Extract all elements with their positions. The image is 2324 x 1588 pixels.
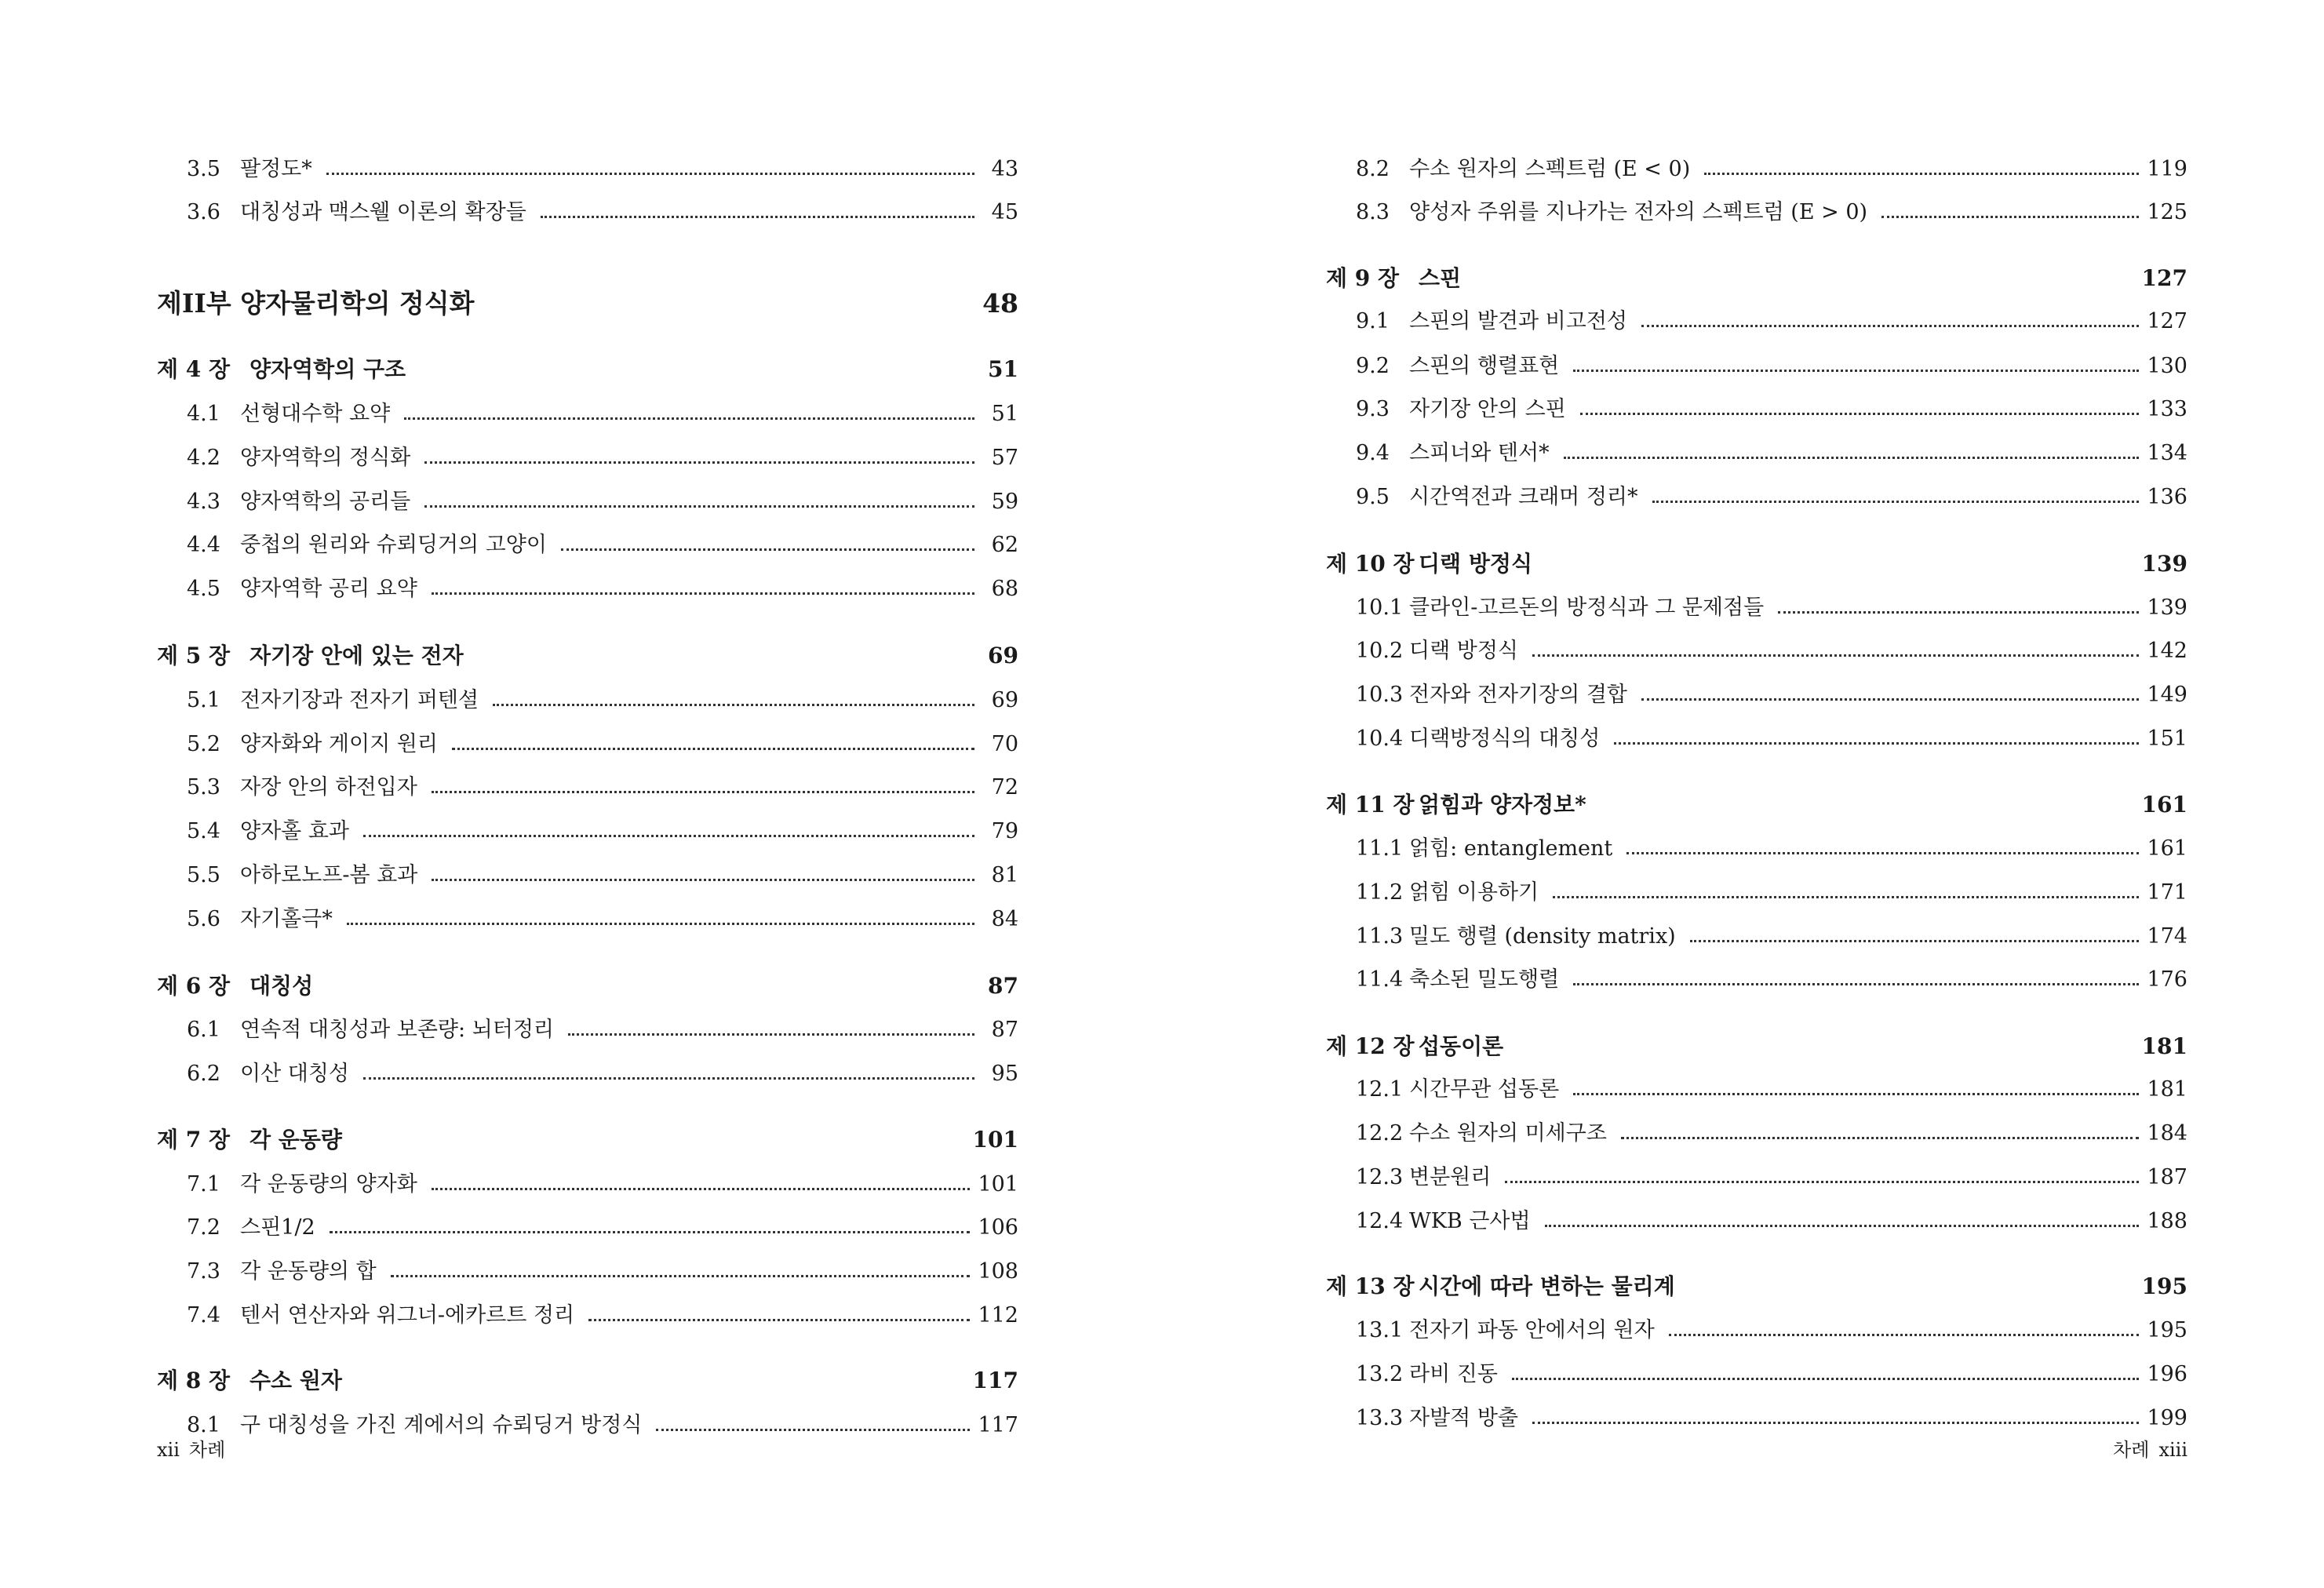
chapter-title: 수소 원자 bbox=[250, 1368, 342, 1393]
dot-leader bbox=[493, 704, 974, 706]
running-header-label: 차례 bbox=[188, 1439, 226, 1461]
dot-leader bbox=[561, 548, 974, 551]
dot-leader bbox=[404, 417, 974, 420]
section-number: 8.1 bbox=[187, 1413, 220, 1437]
dot-leader bbox=[656, 1429, 970, 1431]
section-number: 7.2 bbox=[187, 1215, 220, 1240]
chapter-title: 각 운동량 bbox=[250, 1127, 342, 1153]
right-page bbox=[1326, 0, 2187, 1588]
section-number: 5.6 bbox=[187, 907, 220, 931]
section-title: 양자홀 효과 bbox=[240, 819, 349, 843]
chapter-label: 제 4 장 bbox=[157, 356, 231, 382]
toc-section-entry[interactable] bbox=[1326, 1315, 2187, 1346]
page-number: 187 bbox=[2147, 1165, 2187, 1189]
dot-leader bbox=[1690, 940, 2140, 942]
page-number: 101 bbox=[978, 1172, 1018, 1196]
page-number: 62 bbox=[991, 533, 1018, 557]
toc-chapter-entry[interactable] bbox=[1326, 263, 2187, 294]
page-number: 72 bbox=[991, 775, 1018, 799]
section-title: 디랙 방정식 bbox=[1409, 639, 1518, 663]
toc-section-entry[interactable] bbox=[157, 816, 1018, 847]
section-title: 시간역전과 크래머 정리* bbox=[1409, 485, 1638, 509]
toc-section-entry[interactable] bbox=[1326, 592, 2187, 624]
section-number: 13.1 bbox=[1356, 1318, 1404, 1342]
dot-leader bbox=[1641, 325, 2139, 327]
dot-leader bbox=[432, 1188, 971, 1190]
chapter-label: 제 7 장 bbox=[157, 1127, 231, 1153]
section-number: 9.3 bbox=[1356, 397, 1390, 421]
section-number: 11.4 bbox=[1356, 967, 1404, 992]
dot-leader bbox=[1505, 1181, 2139, 1183]
page-number: 181 bbox=[2147, 1077, 2187, 1102]
chapter-title: 섭동이론 bbox=[1419, 1033, 1504, 1059]
page-number: 127 bbox=[2147, 309, 2187, 333]
chapter-title: 자기장 안에 있는 전자 bbox=[250, 643, 464, 668]
toc-chapter-entry[interactable] bbox=[1326, 1271, 2187, 1302]
page-number: 134 bbox=[2147, 441, 2187, 465]
section-title: 전자와 전자기장의 결합 bbox=[1409, 683, 1627, 707]
section-title: 변분원리 bbox=[1409, 1165, 1492, 1189]
section-number: 11.3 bbox=[1356, 924, 1404, 949]
page-number: 119 bbox=[2147, 157, 2187, 181]
chapter-label: 제 13 장 bbox=[1326, 1273, 1415, 1299]
dot-leader bbox=[1512, 1378, 2140, 1380]
dot-leader bbox=[363, 835, 974, 837]
dot-leader bbox=[432, 592, 974, 595]
toc-section-entry[interactable] bbox=[1326, 877, 2187, 909]
page-number: 68 bbox=[991, 577, 1018, 601]
section-number: 11.1 bbox=[1356, 836, 1404, 861]
dot-leader bbox=[391, 1275, 971, 1277]
page-number: 199 bbox=[2147, 1406, 2187, 1430]
section-number: 3.5 bbox=[187, 157, 220, 181]
toc-chapter-entry[interactable] bbox=[1326, 548, 2187, 580]
page-number: 108 bbox=[978, 1259, 1018, 1284]
chapter-title: 디랙 방정식 bbox=[1419, 551, 1532, 577]
toc-section-entry[interactable] bbox=[157, 486, 1018, 518]
section-number: 10.4 bbox=[1356, 727, 1404, 751]
section-title: 수소 원자의 스펙트럼 (E < 0) bbox=[1409, 157, 1691, 181]
toc-section-entry[interactable] bbox=[157, 443, 1018, 474]
section-title: 선형대수학 요약 bbox=[240, 402, 391, 426]
page-number: 57 bbox=[991, 446, 1018, 470]
chapter-label: 제 8 장 bbox=[157, 1368, 231, 1393]
section-title: WKB 근사법 bbox=[1409, 1209, 1531, 1233]
page-number: 79 bbox=[991, 819, 1018, 843]
section-title: 밀도 행렬 (density matrix) bbox=[1409, 924, 1676, 949]
page-number: 133 bbox=[2147, 397, 2187, 421]
dot-leader bbox=[1573, 370, 2139, 372]
section-number: 12.2 bbox=[1356, 1121, 1404, 1145]
section-number: 4.1 bbox=[187, 402, 220, 426]
toc-section-entry[interactable] bbox=[1326, 679, 2187, 711]
section-number: 5.3 bbox=[187, 775, 220, 799]
section-title: 전자기장과 전자기 퍼텐셜 bbox=[240, 688, 479, 712]
page-number: 149 bbox=[2147, 683, 2187, 707]
toc-section-entry[interactable] bbox=[157, 1058, 1018, 1090]
page-number: 117 bbox=[978, 1413, 1018, 1437]
section-title: 팔정도* bbox=[240, 157, 312, 181]
dot-leader bbox=[568, 1033, 974, 1036]
section-title: 스피너와 텐서* bbox=[1409, 441, 1550, 465]
page-number: 112 bbox=[978, 1303, 1018, 1328]
page-number: 181 bbox=[2141, 1033, 2187, 1059]
section-number: 4.4 bbox=[187, 533, 220, 557]
section-number: 7.3 bbox=[187, 1259, 220, 1284]
page-number: 195 bbox=[2141, 1273, 2187, 1299]
section-title: 양자화와 게이지 원리 bbox=[240, 732, 438, 756]
section-number: 4.5 bbox=[187, 577, 220, 601]
toc-section-entry[interactable] bbox=[1326, 306, 2187, 337]
toc-chapter-entry[interactable] bbox=[157, 1124, 1018, 1156]
page-footer bbox=[2104, 1436, 2187, 1464]
section-title: 대칭성과 맥스웰 이론의 확장들 bbox=[240, 200, 526, 224]
page-number: 59 bbox=[991, 490, 1018, 514]
section-number: 12.3 bbox=[1356, 1165, 1404, 1189]
chapter-title: 얽힘과 양자정보* bbox=[1419, 792, 1586, 818]
toc-section-entry[interactable] bbox=[157, 1169, 1018, 1200]
chapter-label: 제 6 장 bbox=[157, 973, 231, 999]
section-number: 9.2 bbox=[1356, 354, 1390, 378]
section-number: 8.3 bbox=[1356, 200, 1390, 224]
dot-leader bbox=[1621, 1137, 2140, 1139]
toc-section-entry[interactable] bbox=[157, 1300, 1018, 1331]
toc-section-entry[interactable] bbox=[157, 154, 1018, 185]
toc-section-entry[interactable] bbox=[157, 1212, 1018, 1244]
toc-section-entry[interactable] bbox=[1326, 482, 2187, 513]
section-number: 5.1 bbox=[187, 688, 220, 712]
dot-leader bbox=[424, 505, 974, 508]
toc-section-entry[interactable] bbox=[157, 772, 1018, 803]
running-header-label: 차례 bbox=[2113, 1439, 2150, 1461]
section-title: 각 운동량의 양자화 bbox=[240, 1172, 417, 1196]
page-number: 188 bbox=[2147, 1209, 2187, 1233]
dot-leader bbox=[347, 923, 974, 925]
section-title: 자장 안의 하전입자 bbox=[240, 775, 417, 799]
dot-leader bbox=[1532, 1422, 2139, 1424]
part-title: 제II부 양자물리학의 정식화 bbox=[157, 288, 475, 319]
dot-leader bbox=[424, 461, 974, 464]
page-number: 176 bbox=[2147, 967, 2187, 992]
section-title: 텐서 연산자와 위그너-에카르트 정리 bbox=[240, 1303, 575, 1328]
section-number: 6.2 bbox=[187, 1062, 220, 1086]
page-number: 196 bbox=[2147, 1362, 2187, 1386]
toc-section-entry[interactable] bbox=[1326, 154, 2187, 185]
chapter-label: 제 10 장 bbox=[1326, 551, 1415, 577]
section-title: 디랙방정식의 대칭성 bbox=[1409, 727, 1601, 751]
section-title: 스핀의 행렬표현 bbox=[1409, 354, 1560, 378]
chapter-label: 제 12 장 bbox=[1326, 1033, 1415, 1059]
section-title: 얽힘: entanglement bbox=[1409, 836, 1613, 861]
toc-chapter-entry[interactable] bbox=[157, 971, 1018, 1002]
page-number: 174 bbox=[2147, 924, 2187, 949]
toc-section-entry[interactable] bbox=[1326, 1206, 2187, 1237]
page-number: 95 bbox=[991, 1062, 1018, 1086]
page-number: 151 bbox=[2147, 727, 2187, 751]
toc-section-entry[interactable] bbox=[1326, 1359, 2187, 1390]
section-number: 10.2 bbox=[1356, 639, 1404, 663]
page-number: 139 bbox=[2141, 551, 2187, 577]
dot-leader bbox=[452, 748, 974, 750]
section-number: 12.1 bbox=[1356, 1077, 1404, 1102]
toc-section-entry[interactable] bbox=[1326, 964, 2187, 996]
dot-leader bbox=[326, 173, 974, 175]
section-title: 자발적 방출 bbox=[1409, 1406, 1518, 1430]
page-number: 43 bbox=[991, 157, 1018, 181]
toc-section-entry[interactable] bbox=[157, 860, 1018, 891]
page-number: 51 bbox=[991, 402, 1018, 426]
toc-section-entry[interactable] bbox=[1326, 921, 2187, 952]
toc-section-entry[interactable] bbox=[157, 530, 1018, 561]
section-number: 13.2 bbox=[1356, 1362, 1404, 1386]
dot-leader bbox=[588, 1319, 970, 1321]
section-number: 12.4 bbox=[1356, 1209, 1404, 1233]
section-number: 5.4 bbox=[187, 819, 220, 843]
section-title: 축소된 밀도행렬 bbox=[1409, 967, 1560, 992]
toc-section-entry[interactable] bbox=[157, 729, 1018, 760]
left-page bbox=[157, 0, 1018, 1588]
folio-number: xiii bbox=[2158, 1439, 2187, 1461]
folio-number: xii bbox=[157, 1439, 180, 1461]
section-title: 양성자 주위를 지나가는 전자의 스펙트럼 (E > 0) bbox=[1409, 200, 1868, 224]
section-title: 양자역학 공리 요약 bbox=[240, 577, 417, 601]
toc-section-entry[interactable] bbox=[1326, 438, 2187, 469]
section-title: 양자역학의 정식화 bbox=[240, 446, 411, 470]
section-title: 각 운동량의 합 bbox=[240, 1259, 377, 1284]
dot-leader bbox=[432, 791, 974, 793]
dot-leader bbox=[1573, 1093, 2139, 1095]
dot-leader bbox=[1580, 413, 2140, 415]
section-number: 4.3 bbox=[187, 490, 220, 514]
chapter-title: 양자역학의 구조 bbox=[250, 356, 406, 382]
page-number: 142 bbox=[2147, 639, 2187, 663]
toc-section-entry[interactable] bbox=[1326, 723, 2187, 755]
toc-section-entry[interactable] bbox=[1326, 636, 2187, 667]
toc-section-entry[interactable] bbox=[157, 574, 1018, 605]
toc-section-entry[interactable] bbox=[1326, 394, 2187, 425]
section-title: 중첩의 원리와 슈뢰딩거의 고양이 bbox=[240, 533, 547, 557]
section-title: 시간무관 섭동론 bbox=[1409, 1077, 1560, 1102]
page-number: 70 bbox=[991, 732, 1018, 756]
page-number: 84 bbox=[991, 907, 1018, 931]
dot-leader bbox=[1641, 698, 2139, 701]
section-title: 얽힘 이용하기 bbox=[1409, 880, 1539, 905]
dot-leader bbox=[1545, 1225, 2140, 1227]
dot-leader bbox=[1881, 216, 2139, 218]
dot-leader bbox=[330, 1231, 971, 1233]
page-number: 51 bbox=[988, 356, 1018, 382]
page-number: 139 bbox=[2147, 596, 2187, 620]
chapter-label: 제 9 장 bbox=[1326, 265, 1400, 291]
toc-section-entry[interactable] bbox=[157, 1256, 1018, 1288]
page-number: 171 bbox=[2147, 880, 2187, 905]
section-title: 전자기 파동 안에서의 원자 bbox=[1409, 1318, 1655, 1342]
dot-leader bbox=[1669, 1334, 2140, 1336]
toc-chapter-entry[interactable] bbox=[1326, 789, 2187, 821]
dot-leader bbox=[1778, 611, 2139, 614]
toc-section-entry[interactable] bbox=[1326, 833, 2187, 865]
toc-section-entry[interactable] bbox=[1326, 197, 2187, 228]
toc-section-entry[interactable] bbox=[1326, 1162, 2187, 1193]
dot-leader bbox=[1564, 457, 2140, 459]
section-title: 클라인-고르돈의 방정식과 그 문제점들 bbox=[1409, 596, 1765, 620]
chapter-title: 스핀 bbox=[1419, 265, 1462, 291]
section-title: 수소 원자의 미세구조 bbox=[1409, 1121, 1607, 1145]
dot-leader bbox=[432, 879, 974, 881]
dot-leader bbox=[1532, 654, 2139, 657]
dot-leader bbox=[1704, 173, 2139, 175]
chapter-label: 제 5 장 bbox=[157, 643, 231, 668]
section-number: 3.6 bbox=[187, 200, 220, 224]
dot-leader bbox=[1573, 983, 2139, 985]
page-number: 101 bbox=[972, 1127, 1018, 1153]
page-number: 48 bbox=[982, 288, 1018, 319]
page-number: 161 bbox=[2147, 836, 2187, 861]
toc-section-entry[interactable] bbox=[1326, 1403, 2187, 1434]
section-number: 5.2 bbox=[187, 732, 220, 756]
page-number: 106 bbox=[978, 1215, 1018, 1240]
dot-leader bbox=[1626, 852, 2139, 854]
section-number: 7.4 bbox=[187, 1303, 220, 1328]
page-number: 136 bbox=[2147, 485, 2187, 509]
toc-chapter-entry[interactable] bbox=[1326, 1031, 2187, 1062]
toc-section-entry[interactable] bbox=[157, 685, 1018, 716]
section-number: 9.4 bbox=[1356, 441, 1390, 465]
toc-section-entry[interactable] bbox=[1326, 351, 2187, 382]
section-title: 자기홀극* bbox=[240, 907, 333, 931]
page-number: 81 bbox=[991, 863, 1018, 887]
page-number: 87 bbox=[991, 1018, 1018, 1042]
toc-chapter-entry[interactable] bbox=[157, 1365, 1018, 1397]
page-number: 130 bbox=[2147, 354, 2187, 378]
toc-section-entry[interactable] bbox=[1326, 1118, 2187, 1149]
page-number: 125 bbox=[2147, 200, 2187, 224]
section-title: 스핀1/2 bbox=[240, 1215, 315, 1240]
chapter-title: 시간에 따라 변하는 물리계 bbox=[1419, 1273, 1675, 1299]
page-number: 127 bbox=[2141, 265, 2187, 291]
section-title: 이산 대칭성 bbox=[240, 1062, 349, 1086]
page-number: 195 bbox=[2147, 1318, 2187, 1342]
section-number: 9.5 bbox=[1356, 485, 1390, 509]
section-title: 아하로노프-봄 효과 bbox=[240, 863, 418, 887]
toc-section-entry[interactable] bbox=[157, 1410, 1018, 1441]
section-number: 8.2 bbox=[1356, 157, 1390, 181]
toc-section-entry[interactable] bbox=[157, 904, 1018, 935]
section-number: 10.1 bbox=[1356, 596, 1404, 620]
page-number: 87 bbox=[988, 973, 1018, 999]
page-number: 45 bbox=[991, 200, 1018, 224]
page-number: 161 bbox=[2141, 792, 2187, 818]
dot-leader bbox=[541, 216, 974, 218]
section-number: 13.3 bbox=[1356, 1406, 1404, 1430]
section-title: 구 대칭성을 가진 계에서의 슈뢰딩거 방정식 bbox=[240, 1413, 643, 1437]
section-number: 11.2 bbox=[1356, 880, 1404, 905]
toc-section-entry[interactable] bbox=[157, 197, 1018, 228]
section-title: 자기장 안의 스핀 bbox=[1409, 397, 1566, 421]
section-number: 9.1 bbox=[1356, 309, 1390, 333]
section-title: 연속적 대칭성과 보존량: 뇌터정리 bbox=[240, 1018, 554, 1042]
page-number: 69 bbox=[988, 643, 1018, 668]
section-number: 5.5 bbox=[187, 863, 220, 887]
dot-leader bbox=[363, 1077, 974, 1080]
section-number: 4.2 bbox=[187, 446, 220, 470]
section-number: 10.3 bbox=[1356, 683, 1404, 707]
page-number: 69 bbox=[991, 688, 1018, 712]
dot-leader bbox=[1553, 896, 2139, 898]
chapter-title: 대칭성 bbox=[250, 973, 314, 999]
page-number: 184 bbox=[2147, 1121, 2187, 1145]
chapter-label: 제 11 장 bbox=[1326, 792, 1415, 818]
toc-section-entry[interactable] bbox=[157, 1014, 1018, 1046]
toc-part-entry[interactable] bbox=[157, 284, 1018, 323]
toc-section-entry[interactable] bbox=[157, 399, 1018, 430]
section-title: 라비 진동 bbox=[1409, 1362, 1498, 1386]
toc-chapter-entry[interactable] bbox=[157, 354, 1018, 385]
section-title: 양자역학의 공리들 bbox=[240, 490, 411, 514]
section-number: 6.1 bbox=[187, 1018, 220, 1042]
page-footer bbox=[157, 1436, 235, 1464]
dot-leader bbox=[1614, 742, 2139, 745]
section-number: 7.1 bbox=[187, 1172, 220, 1196]
toc-section-entry[interactable] bbox=[1326, 1074, 2187, 1105]
section-title: 스핀의 발견과 비고전성 bbox=[1409, 309, 1627, 333]
toc-chapter-entry[interactable] bbox=[157, 640, 1018, 672]
dot-leader bbox=[1652, 501, 2140, 503]
page-number: 117 bbox=[972, 1368, 1018, 1393]
